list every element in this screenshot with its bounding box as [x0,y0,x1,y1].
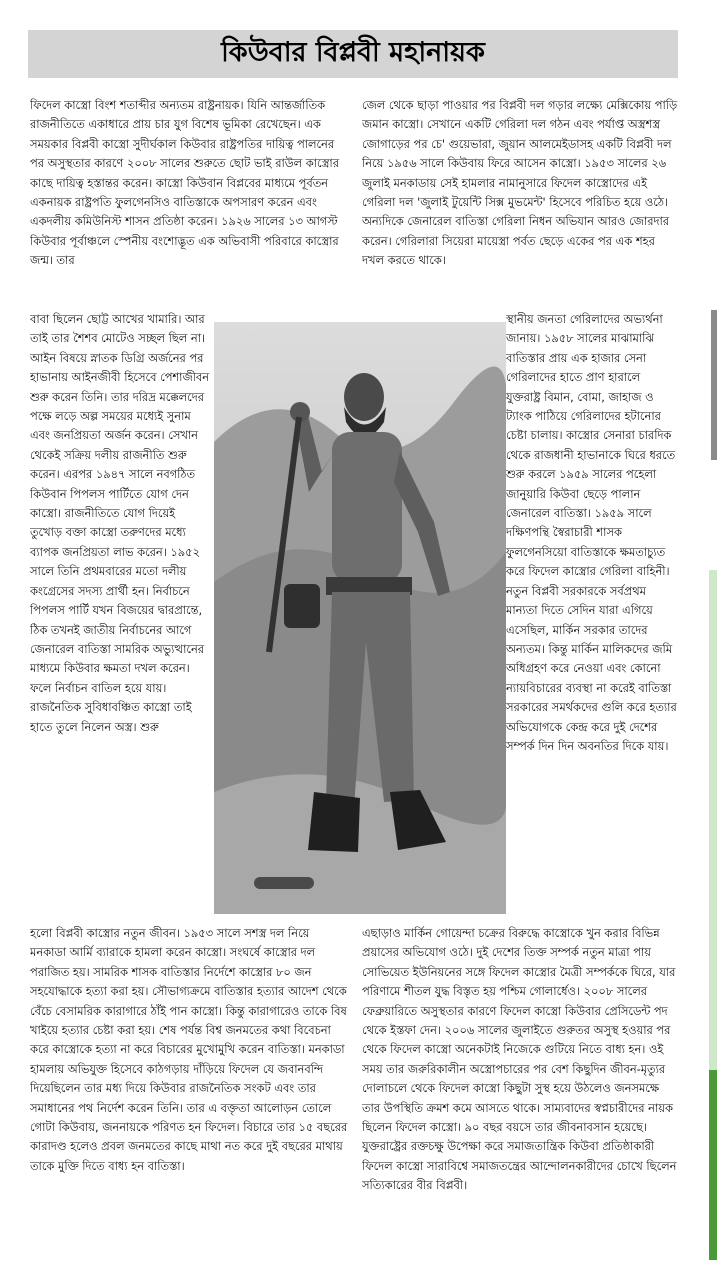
article-paragraph: জেল থেকে ছাড়া পাওয়ার পর বিপ্লবী দল গড়ার লক্ষ্যে মেক্সিকোয় পাড়ি জমান কাস্ত্রো। সেখানে একটি গেরিলা দল গঠন এবং পর্যাপ্ত অস্ত্রশস্ত্র জোগাড়ের পর চে' গুয়েভারা, জুয়ান আলমেইডাসহ একটি বিপ্লবী দল নিয়ে ১৯৫৬ সালে কিউবায় ফিরে আসেন কাস্ত্রো। ১৯৫৩ সালের ২৬ জুলাই মনকাডায় সেই হামলার নামানুসারে ফিদেল কাস্ত্রোদের এই গেরিলা দল 'জুলাই টুয়েন্টি সিক্স মুভমেন্ট' হিসেবে পরিচিত হয়ে ওঠে। অন্যদিকে জেনারেল বাতিস্তা গেরিলা নিধন অভিযান আরও জোরদার করেন। গেরিলারা সিয়েরা মায়েস্ত্রা পর্বত ছেড়ে একের পর এক শহর দখল করতে থাকে। [362,98,678,268]
fidel-castro-photo [214,322,506,914]
article-headline: কিউবার বিপ্লবী মহানায়ক [221,36,485,68]
headline-banner [28,30,678,78]
adjacent-page-edge [707,160,717,1260]
article-column-right-bottom [362,924,678,1196]
article-column-left-bottom [30,924,348,1176]
edge-photo-strip [711,310,717,460]
article-paragraph: বাবা ছিলেন ছোট্ট আখের খামারি। আর তাই তার শৈশব মোটেও সচ্ছল ছিল না। আইন বিষয়ে স্নাতক ডিগ্রি অর্জনের পর হাভানায় আইনজীবী হিসেবে পেশাজীবন শুরু করেন তিনি। তার দরিদ্র মক্কেলদের পক্ষে লড়ে অল্প সময়ের মধ্যেই সুনাম এবং জনপ্রিয়তা অর্জন করেন। সেখান থেকেই সক্রিয় দলীয় রাজনীতি শুরু করেন। এরপর ১৯৪৭ সালে নবগঠিত কিউবান পিপলস পার্টিতে যোগ দেন কাস্ত্রো। রাজনীতিতে যোগ দিয়েই তুখোড় বক্তা কাস্ত্রো তরুণদের মধ্যে ব্যাপক জনপ্রিয়তা লাভ করেন। ১৯৫২ সালে তিনি প্রথমবারের মতো দলীয় কংগ্রেসের সদস্য প্রার্থী হন। নির্বাচনে পিপলস পার্টি যখন বিজয়ের দ্বারপ্রান্তে, ঠিক তখনই জাতীয় নির্বাচনের আগে জেনারেল বাতিস্তা সামরিক অভ্যুত্থানের মাধ্যমে কিউবার ক্ষমতা দখল করেন। ফলে নির্বাচন বাতিল হয়ে যায়। রাজনৈতিক সুবিধাবঞ্চিত কাস্ত্রো তাই হাতে তুলে নিলেন অস্ত্র। শুরু [30,312,210,734]
article-column-right-narrow [506,310,678,756]
article-paragraph: এছাড়াও মার্কিন গোয়েন্দা চক্রের বিরুদ্ধে কাস্ত্রোকে খুন করার বিভিন্ন প্রয়াসের অভিযোগ ওঠে। দুই দেশের তিক্ত সম্পর্ক নতুন মাত্রা পায় সোভিয়েত ইউনিয়নের সঙ্গে ফিদেল কাস্ত্রোর মৈত্রী সম্পর্ককে ঘিরে, যার পরিণামে শীতল যুদ্ধ বিস্তৃত হয় পশ্চিম গোলার্ধেও। ২০০৮ সালের ফেব্রুয়ারিতে অসুস্থতার কারণে ফিদেল কাস্ত্রো কিউবার প্রেসিডেন্ট পদ থেকে ইস্তফা দেন। ২০০৬ সালের জুলাইতে গুরুতর অসুস্থ হওয়ার পর থেকে ফিদেল কাস্ত্রো অনেকটাই নিজেকে গুটিয়ে নিতে বাধ্য হন। ওই সময় তার জরুরিকালীন অস্ত্রোপচারের পর বেশ কিছুদিন জীবন-মৃত্যুর দোলাচলে থেকে ফিদেল কাস্ত্রো কিছুটা সুস্থ হয়ে উঠলেও জনসমক্ষে তার উপস্থিতি ক্রমশ কমে আসতে থাকে। সাম্যবাদের স্বপ্নচারীদের নায়ক ছিলেন ফিদেল কাস্ত্রো। ৯০ বছর বয়সে তার জীবনাবসান হয়েছে। যুক্তরাষ্ট্রের রক্তচক্ষু উপেক্ষা করে সমাজতান্ত্রিক কিউবা প্রতিষ্ঠাকারী ফিদেল কাস্ত্রো সারাবিশ্বে সমাজতন্ত্রের আন্দোলনকারীদের চোখে ছিলেন সত্যিকারের বীর বিপ্লবী। [362,926,677,1193]
article-paragraph: ফিদেল কাস্ত্রো বিংশ শতাব্দীর অন্যতম রাষ্ট্রনায়ক। যিনি আন্তর্জাতিক রাজনীতিতে একাধারে প্রায় চার যুগ বিশেষ ভূমিকা রেখেছেন। এক সময়কার বিপ্লবী কাস্ত্রো সুদীর্ঘকাল কিউবার রাষ্ট্রপতির দায়িত্ব পালনের পর অসুস্থতার কারণে ২০০৮ সালের শুরুতে ছোট ভাই রাউল কাস্ত্রোর কাছে দায়িত্ব হস্তান্তর করেন। কাস্ত্রো কিউবান বিপ্লবের মাধ্যমে পূর্বতন একনায়ক রাষ্ট্রপতি ফুলগেনসিও বাতিস্তাকে অপসারণ করেন এবং একদলীয় কমিউনিস্ট শাসন প্রতিষ্ঠা করেন। ১৯২৬ সালের ১৩ আগস্ট কিউবার পূর্বাঞ্চলে স্পেনীয় বংশোদ্ভূত এক অভিবাসী পরিবারে কাস্ত্রোর জন্ম। তার [30,98,339,268]
photo-illustration [214,322,506,914]
edge-dark-green-strip [709,1070,717,1260]
article-column-left-narrow [30,310,210,737]
article-paragraph: স্থানীয় জনতা গেরিলাদের অভ্যর্থনা জানায়। ১৯৫৮ সালের মাঝামাঝি বাতিস্তার প্রায় এক হাজার সেনা গেরিলাদের হাতে প্রাণ হারালে যুক্তরাষ্ট্র বিমান, বোমা, জাহাজ ও ট্যাংক পাঠিয়ে গেরিলাদের হটানোর চেষ্টা চালায়। কাস্ত্রোর সেনারা চারদিক থেকে রাজধানী হাভানাকে ঘিরে ধরতে শুরু করলে ১৯৫৯ সালের পহেলা জানুয়ারি কিউবা ছেড়ে পালান জেনারেল বাতিস্তা। ১৯৫৯ সালে দক্ষিণপন্থি স্বৈরাচারী শাসক ফুলগেনসিয়ো বাতিস্তাকে ক্ষমতাচ্যুত করে ফিদেল কাস্ত্রোর গেরিলা বাহিনী। নতুন বিপ্লবী সরকারকে সর্বপ্রথম মান্যতা দিতে সেদিন যারা এগিয়ে এসেছিল, মার্কিন সরকার তাদের অন্যতম। কিন্তু মার্কিন মালিকদের জমি অধিগ্রহণ করে নেওয়া এবং কোনো ন্যায়বিচারের ব্যবস্থা না করেই বাতিস্তা সরকারের সমর্থকদের গুলি করে হত্যার অভিযোগকে কেন্দ্র করে দুই দেশের সম্পর্ক দিন দিন অবনতির দিকে যায়। [506,312,677,753]
article-paragraph: হলো বিপ্লবী কাস্ত্রোর নতুন জীবন। ১৯৫৩ সালে সশস্ত্র দল নিয়ে মনকাডা আর্মি ব্যারাকে হামলা করেন কাস্ত্রো। সংঘর্ষে কাস্ত্রোর দল পরাজিত হয়। সামরিক শাসক বাতিস্তার নির্দেশে কাস্ত্রোর ৮০ জন সহযোদ্ধাকে হত্যা করা হয়। সৌভাগ্যক্রমে বাতিস্তার হত্যার আদেশ থেকে বেঁচে বেসামরিক কারাগারে ঠাঁই পান কাস্ত্রো। কিন্তু কারাগারেও তাকে বিষ খাইয়ে হত্যার চেষ্টা করা হয়। শেষ পর্যন্ত বিশ্ব জনমতের কথা বিবেচনা করে কাস্ত্রোকে হত্যা না করে বিচারের মুখোমুখি করেন বাতিস্তা। মনকাডা হামলায় অভিযুক্ত হিসেবে কাঠগড়ায় দাঁড়িয়ে ফিদেল যে জবানবন্দি দিয়েছিলেন তার মধ্য দিয়ে কিউবার রাজনৈতিক সংকট এবং তার সমাধানের পথ নির্দেশ করেন তিনি। তার এ বক্তৃতা আলোড়ন তোলে গোটা কিউবায়, জননায়কে পরিণত হন ফিদেল। বিচারে তার ১৫ বছরের কারাদণ্ড হলেও প্রবল জনমতের কাছে মাথা নত করে দুই বছরের মাথায় তাকে মুক্তি দিতে বাধ্য হন বাতিস্তা। [30,926,348,1173]
article-column-left-top [30,96,348,271]
article-column-right-top [362,96,678,271]
edge-green-strip [709,570,717,1070]
